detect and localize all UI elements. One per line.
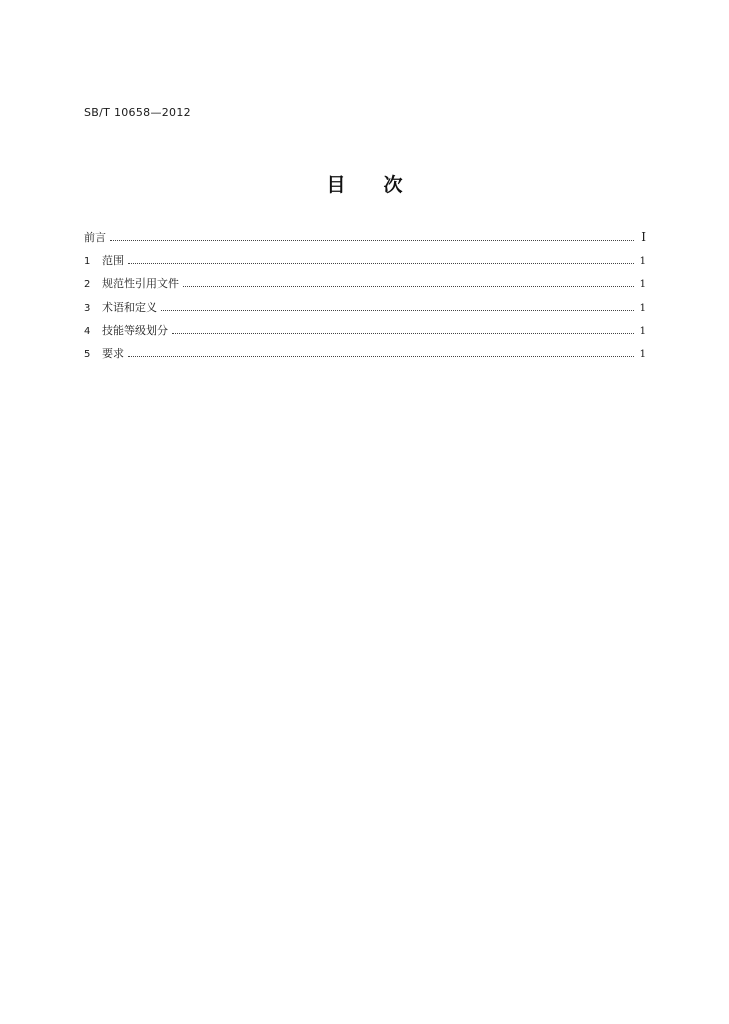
toc-title: 目次 [326,174,441,196]
toc-entry-foreword[interactable] [84,229,646,252]
toc-entry-number: 2 [84,279,91,291]
toc-entry-page: 1 [639,302,646,314]
toc-entry-page: 1 [639,325,646,337]
toc-entry-page: 1 [639,256,646,268]
toc-entry-terms-definitions[interactable] [84,299,646,322]
standard-code: SB/T 10658—2012 [84,106,191,119]
toc-entry-normative-references[interactable] [84,275,646,298]
toc-leader-dots [128,356,634,357]
toc-entry-label: 范围 [102,254,124,268]
toc-leader-dots [172,333,634,334]
toc-entry-page: 1 [639,279,646,291]
toc-entry-number: 1 [84,256,91,268]
toc-leader-dots [161,310,634,311]
toc-entry-page: I [641,230,646,244]
toc-leader-dots [183,286,634,287]
toc-entry-label: 前言 [84,231,106,244]
toc-entry-skill-levels[interactable] [84,322,646,345]
table-of-contents [84,229,646,368]
toc-entry-label: 技能等级划分 [102,323,168,337]
toc-entry-page: 1 [639,348,646,360]
toc-leader-dots [110,240,634,241]
toc-entry-number: 4 [84,325,91,337]
toc-leader-dots [128,263,634,264]
toc-entry-number: 3 [84,302,91,314]
toc-entry-requirements[interactable] [84,345,646,368]
toc-entry-label: 术语和定义 [102,300,157,314]
toc-entry-scope[interactable] [84,252,646,275]
toc-entry-label: 要求 [102,346,124,360]
toc-entry-number: 5 [84,348,91,360]
toc-entry-label: 规范性引用文件 [102,277,179,291]
